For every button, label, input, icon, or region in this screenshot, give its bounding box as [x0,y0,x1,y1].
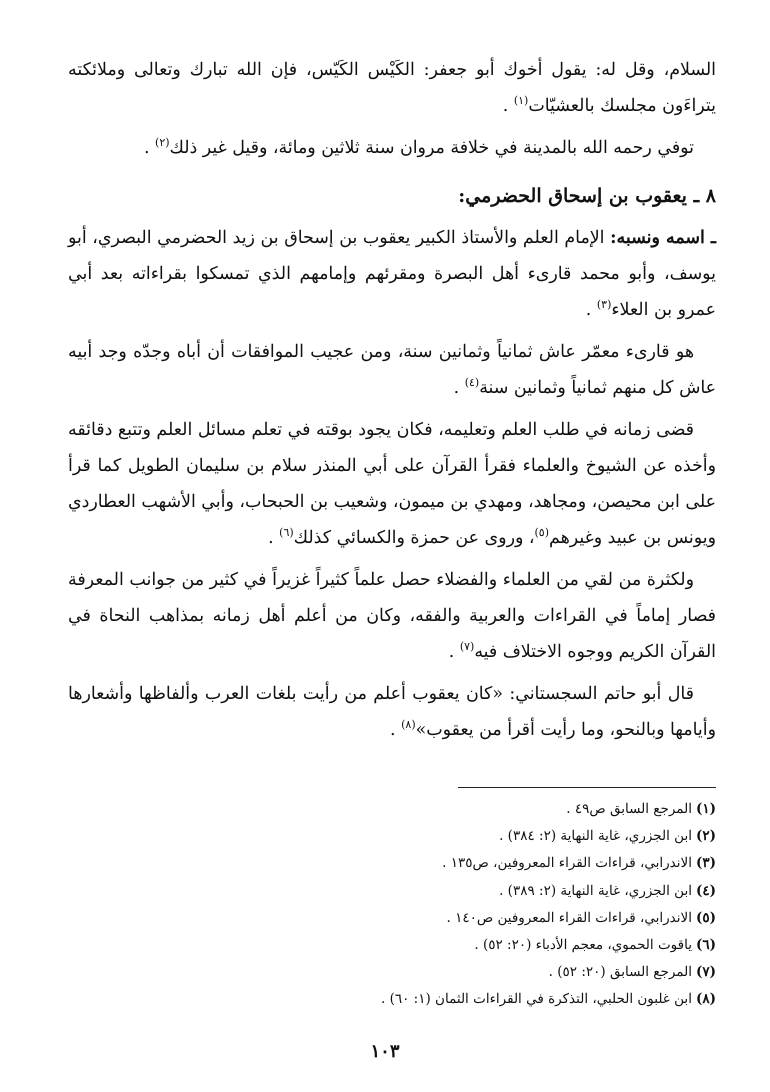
paragraph-3 [68,220,716,328]
footnotes [68,796,716,1014]
footnote-text: المرجع السابق ص٤٩ . [566,801,692,817]
footnote-number: (٤) [695,882,716,899]
footnote-text: الاندرابي، قراءات القراء المعروفين، ص١٣٥ . [442,855,692,872]
footnote-text: ابن الجزري، غاية النهاية (٢: ٣٨٩) . [499,882,692,899]
footnote-number: (١) [695,801,716,817]
period: . [143,138,150,158]
period: . [448,642,455,662]
footnote-text: ابن غلبون الحلبي، التذكرة في القراءات الثمان (١: ٦٠) . [381,991,692,1008]
footnote-text: ابن الجزري، غاية النهاية (٢: ٣٨٤) . [499,828,692,845]
period: . [585,300,592,320]
paragraph-text: هو قارىء معمّر عاش ثمانياً وثمانين سنة، ومن عجيب الموافقات أن أباه وجدّه وجد أبيه عاش كل منهم ثمانياً وثمانين سنة [68,342,716,398]
footnote-item [68,905,716,932]
footnote-number: (٨) [695,991,716,1008]
period: . [268,528,274,548]
footnote-number: (٧) [695,964,716,981]
paragraph-text: قضى زمانه في طلب العلم وتعليمه، فكان يجود بوقته في تعلم مسائل العلم وتتبع دقائقه وأخذه عن الشيوخ والعلماء فقرأ القرآن على أبي المنذر سلام بن سليمان الطويل كما قرأ على ابن محيصن، ومجاهد، ومهدي بن ميمون، وشعيب بن الحبحاب، وأبي الأشهب العطاردي ويونس بن عبيد وغيرهم [68,420,716,548]
footnote-item [68,986,716,1013]
footnote-ref[interactable]: (٢) [155,136,170,150]
paragraph-4 [68,334,716,406]
paragraph-text: ولكثرة من لقي من العلماء والفضلاء حصل علماً كثيراً غزيراً في كثير من جوانب المعرفة فصار إماماً في القراءات والعربية والفقه، وكان من أعلم أهل زمانه بمذاهب النحاة في القرآن الكريم ووجوه الاختلاف فيه [68,570,716,662]
footnote-item [68,959,716,986]
period: . [453,378,460,398]
footnote-divider [458,787,716,788]
paragraph-6 [68,562,716,670]
paragraph-1 [68,52,716,124]
period: . [502,96,509,116]
paragraph-text: قال أبو حاتم السجستاني: «كان يعقوب أعلم من رأيت بلغات العرب وألفاظها وأشعارها وأيامها وبالنحو، وما رأيت أقرأ من يعقوب» [68,684,716,740]
paragraph-text: توفي رحمه الله بالمدينة في خلافة مروان سنة ثلاثين ومائة، وقيل غير ذلك [169,138,694,158]
footnote-ref[interactable]: (٦) [279,526,294,540]
paragraph-text: ، وروى عن حمزة والكسائي كذلك [293,528,535,548]
page-number: ١٠٣ [370,1041,400,1062]
footnote-item [68,823,716,850]
subheading-lead: ـ اسمه ونسبه: [610,228,716,248]
period: . [390,720,396,740]
footnote-ref[interactable]: (٣) [596,298,612,312]
footnote-item [68,878,716,905]
footnote-ref[interactable]: (٤) [464,376,480,390]
paragraph-text: الإمام العلم والأستاذ الكبير يعقوب بن إسحاق بن زيد الحضرمي البصري، أبو يوسف، وأبو محمد قارىء أهل البصرة ومقرئهم وإمامهم الذي تمسكوا بقراءاته بعد أبي عمرو بن العلاء [68,228,716,320]
footnote-number: (٥) [695,909,716,926]
footnote-text: المرجع السابق (٢٠: ٥٢) . [548,964,692,981]
footnote-item [68,850,716,877]
paragraph-2 [68,130,716,166]
footnote-number: (٦) [695,937,716,954]
footnote-number: (٣) [695,855,716,872]
footnote-ref[interactable]: (٥) [534,526,550,540]
footnote-ref[interactable]: (٨) [401,718,416,732]
section-heading: ٨ ـ يعقوب بن إسحاق الحضرمي: [458,185,716,207]
footnote-item [68,796,716,823]
footnote-number: (٢) [695,828,716,845]
footnote-item [68,932,716,959]
footnote-text: ياقوت الحموي، معجم الأدباء (٢٠: ٥٢) . [474,937,692,954]
paragraph-7 [68,676,716,748]
footnote-text: الاندرابي، قراءات القراء المعروفين ص١٤٠ . [446,909,692,926]
footnote-ref[interactable]: (١) [513,94,529,108]
paragraph-text: السلام، وقل له: يقول أخوك أبو جعفر: الكَيْس الكَيّس، فإن الله تبارك وتعالى وملائكته يتراءَون مجلسك بالعشيّات [68,60,716,116]
footnote-ref[interactable]: (٧) [459,640,475,654]
main-text [68,52,716,754]
paragraph-5 [68,412,716,556]
